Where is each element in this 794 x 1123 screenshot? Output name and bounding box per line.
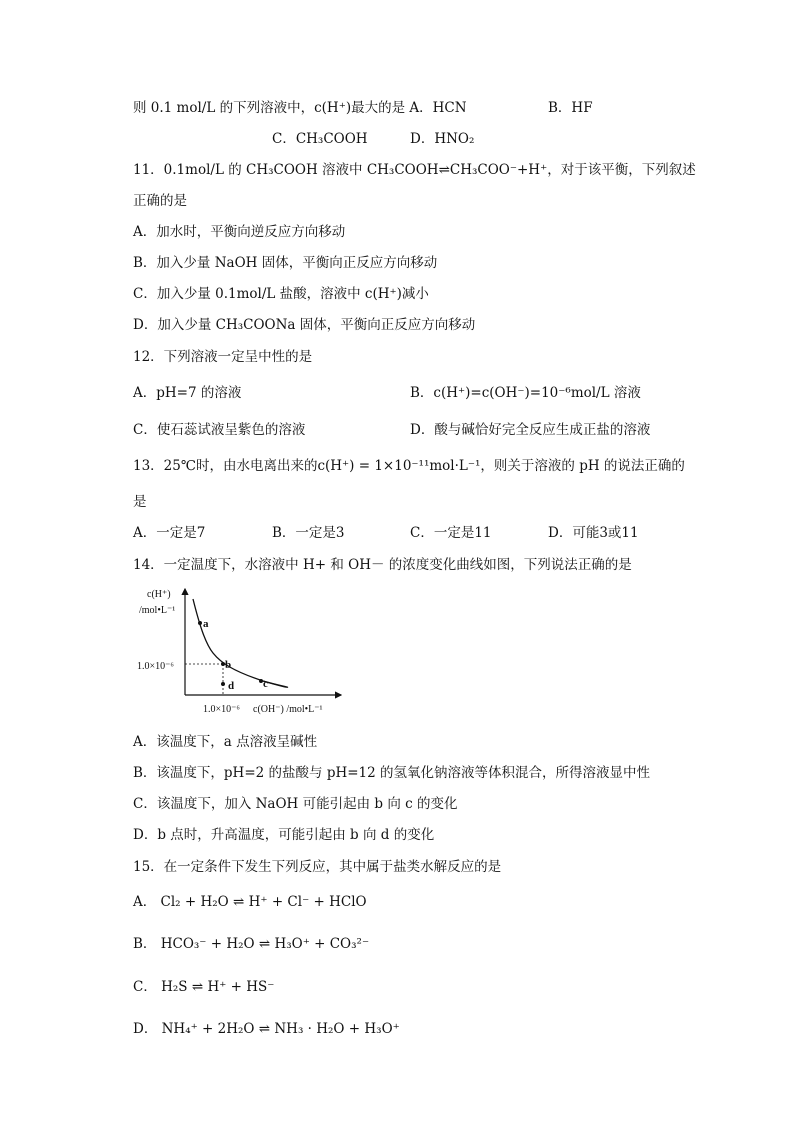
q15-option-d: D． NH₄⁺ + 2H₂O ⇌ NH₃ · H₂O + H₃O⁺ xyxy=(133,1021,400,1037)
q14-option-d: D．b 点时，升高温度，可能引起由 b 向 d 的变化 xyxy=(133,827,435,843)
q14-option-a: A．该温度下，a 点溶液呈碱性 xyxy=(133,734,318,750)
q15-stem: 15．在一定条件下发生下列反应，其中属于盐类水解反应的是 xyxy=(133,859,502,875)
q13-stem-line1: 13．25℃时，由水电离出来的c(H⁺) = 1×10⁻¹¹mol·L⁻¹，则关于溶液的 pH 的说法正确的 xyxy=(133,458,685,474)
q12-option-a: A．pH=7 的溶液 xyxy=(133,385,242,401)
q12-option-d: D．酸与碱恰好完全反应生成正盐的溶液 xyxy=(410,422,651,438)
x-tick-label: 1.0×10⁻⁶ xyxy=(203,704,240,715)
q12-option-c: C．使石蕊试液呈紫色的溶液 xyxy=(133,422,306,438)
q12-option-b: B．c(H⁺)=c(OH⁻)=10⁻⁶mol/L 溶液 xyxy=(410,385,641,401)
q10-option-d: D．HNO₂ xyxy=(410,131,475,147)
q10-option-b: B．HF xyxy=(548,100,593,116)
concentration-curve-graph xyxy=(133,583,353,723)
q15-option-c: C． H₂S ⇌ H⁺ + HS⁻ xyxy=(133,979,275,995)
point-a xyxy=(198,621,202,625)
q13-option-d: D．可能3或11 xyxy=(548,525,639,541)
y-tick-label: 1.0×10⁻⁶ xyxy=(137,661,174,672)
q11-option-c: C．加入少量 0.1mol/L 盐酸，溶液中 c(H⁺)减小 xyxy=(133,286,429,302)
q10-stem: 则 0.1 mol/L 的下列溶液中，c(H⁺)最大的是 A．HCN xyxy=(133,100,467,116)
ion-product-curve xyxy=(193,599,288,687)
q11-stem-line2: 正确的是 xyxy=(133,193,187,209)
q14-option-b: B．该温度下，pH=2 的盐酸与 pH=12 的氢氧化钠溶液等体积混合，所得溶液显中性 xyxy=(133,765,651,781)
point-c-label: c xyxy=(263,678,268,690)
y-axis-label-1: c(H⁺) xyxy=(147,589,171,600)
q15-option-a: A． Cl₂ + H₂O ⇌ H⁺ + Cl⁻ + HClO xyxy=(133,894,367,910)
x-axis-label: c(OH⁻) /mol•L⁻¹ xyxy=(253,704,323,715)
q14-stem: 14．一定温度下，水溶液中 H+ 和 OH－ 的浓度变化曲线如图，下列说法正确的是 xyxy=(133,557,632,573)
q13-option-c: C．一定是11 xyxy=(410,525,492,541)
point-b-label: b xyxy=(225,659,232,671)
point-d-label: d xyxy=(228,680,235,692)
q11-option-d: D．加入少量 CH₃COONa 固体，平衡向正反应方向移动 xyxy=(133,317,476,333)
q15-option-b: B． HCO₃⁻ + H₂O ⇌ H₃O⁺ + CO₃²⁻ xyxy=(133,936,370,952)
q11-option-b: B．加入少量 NaOH 固体，平衡向正反应方向移动 xyxy=(133,255,438,271)
q10-option-c: C．CH₃COOH xyxy=(272,131,368,147)
q13-option-a: A．一定是7 xyxy=(133,525,206,541)
q12-stem: 12．下列溶液一定呈中性的是 xyxy=(133,349,313,365)
q14-option-c: C．该温度下，加入 NaOH 可能引起由 b 向 c 的变化 xyxy=(133,796,458,812)
point-a-label: a xyxy=(203,618,209,630)
q13-stem-line2: 是 xyxy=(133,494,147,510)
y-axis-label-2: /mol•L⁻¹ xyxy=(139,605,176,616)
q13-option-b: B．一定是3 xyxy=(272,525,345,541)
q11-stem-line1: 11．0.1mol/L 的 CH₃COOH 溶液中 CH₃COOH⇌CH₃COO⁻+H⁺，对于该平衡，下列叙述 xyxy=(133,162,696,178)
point-d xyxy=(221,682,225,686)
q11-option-a: A．加水时，平衡向逆反应方向移动 xyxy=(133,224,346,240)
